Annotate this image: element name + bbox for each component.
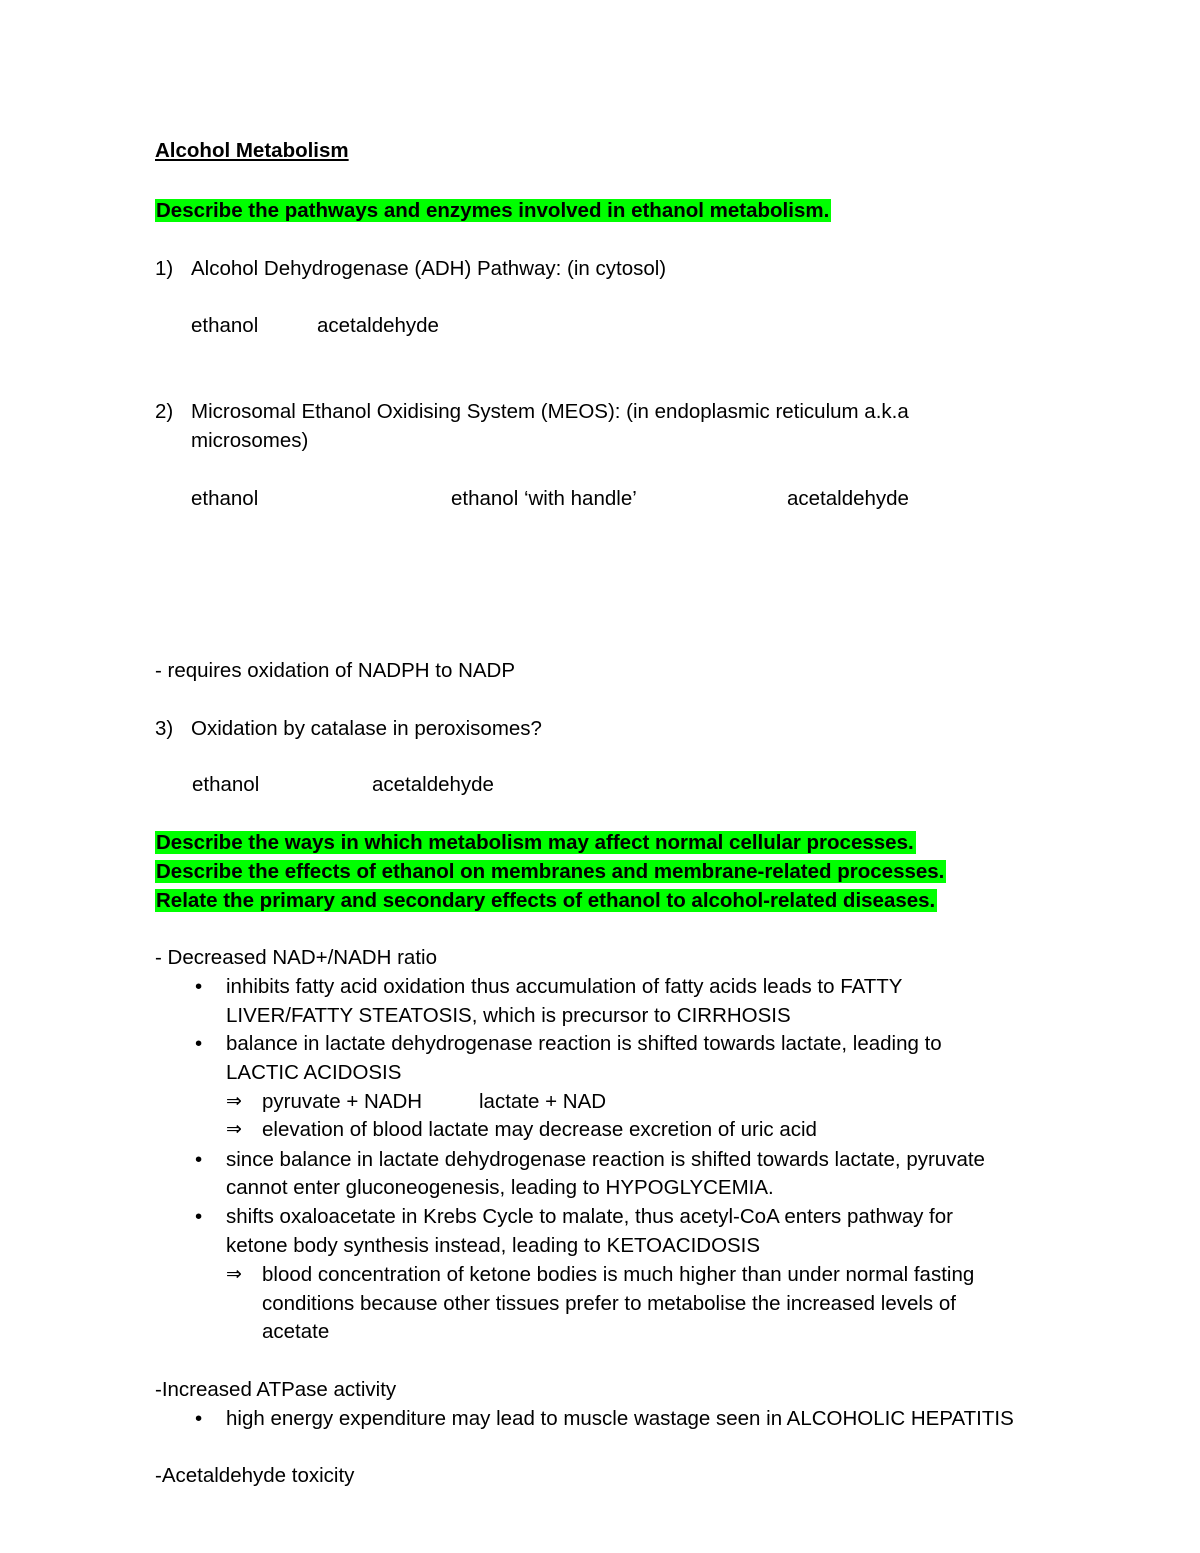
pathway-2-product: acetaldehyde xyxy=(787,487,909,510)
arrow-icon: ⇒ xyxy=(226,1119,242,1140)
pathway-2-title-line1: Microsomal Ethanol Oxidising System (MEOS): (in endoplasmic reticulum a.k.a xyxy=(191,400,909,423)
objective-heading xyxy=(155,886,937,915)
bullet-icon: • xyxy=(195,1032,203,1055)
bullet-line: balance in lactate dehydrogenase reaction is shifted towards lactate, leading to xyxy=(226,1032,942,1055)
sub-bullet-line: elevation of blood lactate may decrease excretion of uric acid xyxy=(262,1118,817,1141)
bullet-line: LACTIC ACIDOSIS xyxy=(226,1061,402,1084)
pathway-1-product: acetaldehyde xyxy=(317,314,439,337)
pathway-1-substrate: ethanol xyxy=(191,314,259,337)
objective-text: Describe the pathways and enzymes involved in ethanol metabolism. xyxy=(156,199,830,222)
pathway-1-title: Alcohol Dehydrogenase (ADH) Pathway: (in cytosol) xyxy=(191,257,667,280)
sub-bullet-line: pyruvate + NADH xyxy=(262,1090,423,1113)
sub-bullet-line: acetate xyxy=(262,1320,330,1343)
sub-bullet-line: blood concentration of ketone bodies is much higher than under normal fasting xyxy=(262,1263,975,1286)
objective-heading xyxy=(155,857,946,886)
bullet-line: ketone body synthesis instead, leading to KETOACIDOSIS xyxy=(226,1234,761,1257)
pathway-3-title: Oxidation by catalase in peroxisomes? xyxy=(191,717,542,740)
pathway-2-intermediate: ethanol ‘with handle’ xyxy=(451,487,637,510)
bullet-line: shifts oxaloacetate in Krebs Cycle to malate, thus acetyl-CoA enters pathway for xyxy=(226,1205,953,1228)
objective-text: Describe the ways in which metabolism may affect normal cellular processes. xyxy=(156,831,914,854)
bullet-line: high energy expenditure may lead to muscle wastage seen in ALCOHOLIC HEPATITIS xyxy=(226,1407,1014,1430)
bullet-line: since balance in lactate dehydrogenase reaction is shifted towards lactate, pyruvate xyxy=(226,1148,985,1171)
arrow-icon: ⇒ xyxy=(226,1264,242,1285)
list-number: 3) xyxy=(155,717,174,740)
objective-text: Describe the effects of ethanol on membranes and membrane-related processes. xyxy=(156,860,945,883)
bullet-line: cannot enter gluconeogenesis, leading to HYPOGLYCEMIA. xyxy=(226,1176,774,1199)
bullet-line: LIVER/FATTY STEATOSIS, which is precursor to CIRRHOSIS xyxy=(226,1004,791,1027)
pathway-3-substrate: ethanol xyxy=(192,773,260,796)
bullet-line: inhibits fatty acid oxidation thus accumulation of fatty acids leads to FATTY xyxy=(226,975,903,998)
pathway-2-note: - requires oxidation of NADPH to NADP xyxy=(155,659,516,682)
pathway-2-substrate: ethanol xyxy=(191,487,259,510)
objective-heading xyxy=(155,828,916,857)
bullet-icon: • xyxy=(195,1407,203,1430)
arrow-icon: ⇒ xyxy=(226,1091,242,1112)
list-number: 2) xyxy=(155,400,174,423)
sub-bullet-line: lactate + NAD xyxy=(479,1090,607,1113)
sub-bullet-line: conditions because other tissues prefer to metabolise the increased levels of xyxy=(262,1292,956,1315)
objective-text: Relate the primary and secondary effects of ethanol to alcohol-related diseases. xyxy=(156,889,936,912)
section-heading: -Acetaldehyde toxicity xyxy=(155,1464,355,1487)
bullet-icon: • xyxy=(195,1148,203,1171)
objective-heading xyxy=(155,196,831,225)
bullet-icon: • xyxy=(195,1205,203,1228)
pathway-2-title-line2: microsomes) xyxy=(191,429,309,452)
section-heading: -Increased ATPase activity xyxy=(155,1378,397,1401)
pathway-3-product: acetaldehyde xyxy=(372,773,494,796)
bullet-icon: • xyxy=(195,975,203,998)
section-heading: - Decreased NAD+/NADH ratio xyxy=(155,946,437,969)
list-number: 1) xyxy=(155,257,174,280)
document-title: Alcohol Metabolism xyxy=(155,139,349,162)
